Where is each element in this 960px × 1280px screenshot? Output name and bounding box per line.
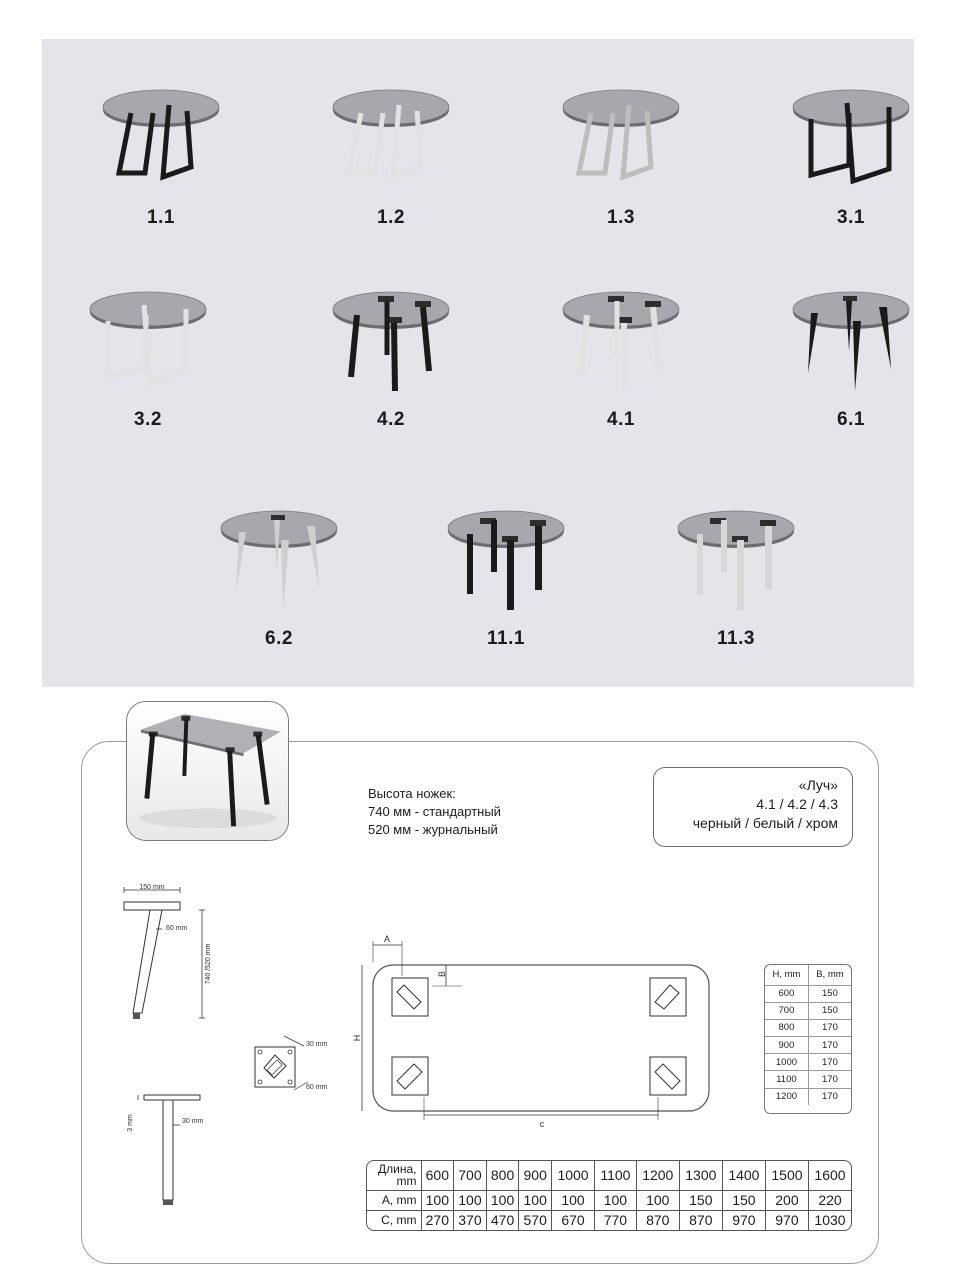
dim-plate-a: 30 mm: [306, 1041, 328, 1048]
table-illustration: [101, 85, 221, 195]
hb-cell-b: 170: [822, 1091, 838, 1103]
leg-option-tile: [78, 287, 218, 447]
leg-option-tile: [781, 287, 921, 447]
table-row: [765, 1088, 851, 1105]
model-info-box: [653, 767, 853, 847]
leg-option-tile: [551, 287, 691, 447]
leg-option-code: 1.3: [607, 207, 635, 228]
size-cell: 100: [486, 1190, 519, 1210]
hb-header-b: B, mm: [808, 965, 851, 985]
table-row: [765, 1002, 851, 1019]
size-cell: 220: [808, 1190, 851, 1210]
size-cell: 370: [454, 1210, 487, 1230]
size-cell: 1030: [814, 1212, 846, 1229]
size-cell: 150: [679, 1190, 722, 1210]
table-render-image: [127, 702, 288, 840]
dim-leg-height: 740 /520 mm: [205, 943, 212, 985]
leg-option-tile: [209, 506, 349, 666]
size-cell: 1500: [765, 1161, 808, 1190]
table-illustration: [561, 287, 681, 397]
size-cell: 1300: [679, 1161, 722, 1190]
post-drawing: [120, 1085, 220, 1210]
size-row-label: C, mm: [367, 1210, 421, 1230]
size-cell: 1000: [552, 1161, 595, 1190]
leg-option-code: 6.2: [265, 628, 293, 649]
leg-option-tile: [91, 85, 231, 245]
size-cell: 800: [486, 1161, 519, 1190]
dim-plate-b: 60 mm: [306, 1084, 328, 1091]
leg-height-standard: 740 мм - стандартный: [368, 804, 501, 819]
size-cell: 1400: [722, 1161, 765, 1190]
table-row: [765, 1071, 851, 1088]
leg-gallery: [42, 39, 914, 687]
hb-cell-b: 170: [808, 1019, 851, 1036]
table-illustration: [791, 85, 911, 195]
size-cell: 200: [765, 1190, 808, 1210]
leg-option-code: 11.1: [487, 628, 525, 649]
size-cell: 570: [519, 1210, 552, 1230]
table-row: [765, 1054, 851, 1071]
leg-heights-note: [368, 785, 501, 839]
dim-post: 30 mm: [182, 1118, 204, 1125]
size-cell: 970: [765, 1210, 808, 1230]
size-cell: 1200: [636, 1161, 679, 1190]
hb-cell-h: 800: [765, 1019, 808, 1036]
size-cell: 1100: [595, 1161, 637, 1190]
table-illustration: [331, 85, 451, 195]
leg-option-code: 1.2: [377, 207, 405, 228]
leg-option-code: 3.1: [837, 207, 865, 228]
leg-option-code: 1.1: [147, 207, 175, 228]
hb-cell-h: 700: [765, 1002, 808, 1019]
leg-option-tile: [321, 287, 461, 447]
leg-option-tile: [551, 85, 691, 245]
hb-cell-h: 1100: [765, 1071, 808, 1088]
height-bracket-table: [764, 964, 852, 1114]
table-illustration: [219, 506, 339, 616]
table-row: [765, 1037, 851, 1054]
hb-cell-b: 170: [808, 1037, 851, 1054]
table-illustration: [676, 506, 796, 616]
size-cell: 470: [486, 1210, 519, 1230]
size-cell: 970: [722, 1210, 765, 1230]
size-cell: 700: [454, 1161, 487, 1190]
size-table: [366, 1160, 852, 1231]
table-illustration: [331, 287, 451, 397]
size-cell: 600: [421, 1161, 454, 1190]
leg-side-drawing: [100, 880, 230, 1030]
dim-a-label: A: [383, 934, 391, 944]
leg-option-code: 6.1: [837, 409, 865, 430]
model-name: «Луч»: [798, 777, 838, 793]
hb-cell-h: 1200: [765, 1088, 808, 1105]
size-cell: 100: [519, 1190, 552, 1210]
tabletop-plan-drawing: [352, 932, 722, 1132]
size-cell: 270: [421, 1210, 454, 1230]
size-cell: 100: [552, 1190, 595, 1210]
dim-thickness: 3 mm: [127, 1114, 134, 1132]
table-row: [765, 985, 851, 1002]
size-cell: 100: [595, 1190, 637, 1210]
dim-leg-mid: 60 mm: [166, 925, 188, 932]
size-cell: 870: [679, 1210, 722, 1230]
leg-height-coffee: 520 мм - журнальный: [368, 822, 498, 837]
hb-cell-h: 1000: [765, 1054, 808, 1071]
leg-heights-heading: Высота ножек:: [368, 786, 456, 801]
table-illustration: [561, 85, 681, 195]
leg-option-code: 4.2: [377, 409, 405, 430]
model-codes: 4.1 / 4.2 / 4.3: [756, 796, 838, 812]
plate-bottom-right: [650, 1057, 686, 1095]
size-cell: 100: [454, 1190, 487, 1210]
leg-option-tile: [321, 85, 461, 245]
size-cell: 900: [519, 1161, 552, 1190]
size-cell: 870: [636, 1210, 679, 1230]
table-row: [367, 1190, 851, 1210]
size-cell: 150: [722, 1190, 765, 1210]
leg-option-tile: [666, 506, 806, 666]
mounting-plate-drawing: [248, 1030, 338, 1105]
leg-option-code: 3.2: [134, 409, 162, 430]
leg-option-tile: [436, 506, 576, 666]
table-row: [367, 1210, 851, 1230]
leg-option-code: 4.1: [607, 409, 635, 430]
dim-c-label: c: [539, 1119, 545, 1129]
size-cell: 1600: [808, 1161, 851, 1190]
hb-cell-b: 170: [808, 1054, 851, 1071]
size-cell: 100: [421, 1190, 454, 1210]
leg-option-tile: [781, 85, 921, 245]
size-cell: 100: [636, 1190, 679, 1210]
hb-cell-b: 170: [808, 1071, 851, 1088]
size-row-label: Длина, mm: [367, 1161, 421, 1190]
size-cell: 770: [595, 1210, 637, 1230]
size-row-label: A, mm: [367, 1190, 421, 1210]
table-row: [765, 1019, 851, 1036]
dim-h-label: H: [352, 1034, 362, 1042]
hb-cell-h: 600: [765, 985, 808, 1002]
hb-header-h: H, mm: [765, 965, 808, 985]
table-row: [367, 1161, 851, 1190]
table-illustration: [88, 287, 208, 397]
table-photo: [126, 701, 289, 841]
table-illustration: [791, 287, 911, 397]
plate-top-right: [650, 978, 686, 1016]
plate-bottom-left: [392, 1057, 428, 1095]
dim-b-label: B: [437, 970, 447, 978]
hb-cell-b: 150: [808, 1002, 851, 1019]
hb-cell-h: 900: [765, 1037, 808, 1054]
model-finishes: черный / белый / хром: [692, 815, 838, 831]
dim-leg-top: 150 mm: [139, 884, 165, 891]
table-illustration: [446, 506, 566, 616]
hb-cell-b: 150: [808, 985, 851, 1002]
plate-top-left: [392, 978, 428, 1016]
size-cell: 670: [552, 1210, 595, 1230]
leg-option-code: 11.3: [717, 628, 755, 649]
